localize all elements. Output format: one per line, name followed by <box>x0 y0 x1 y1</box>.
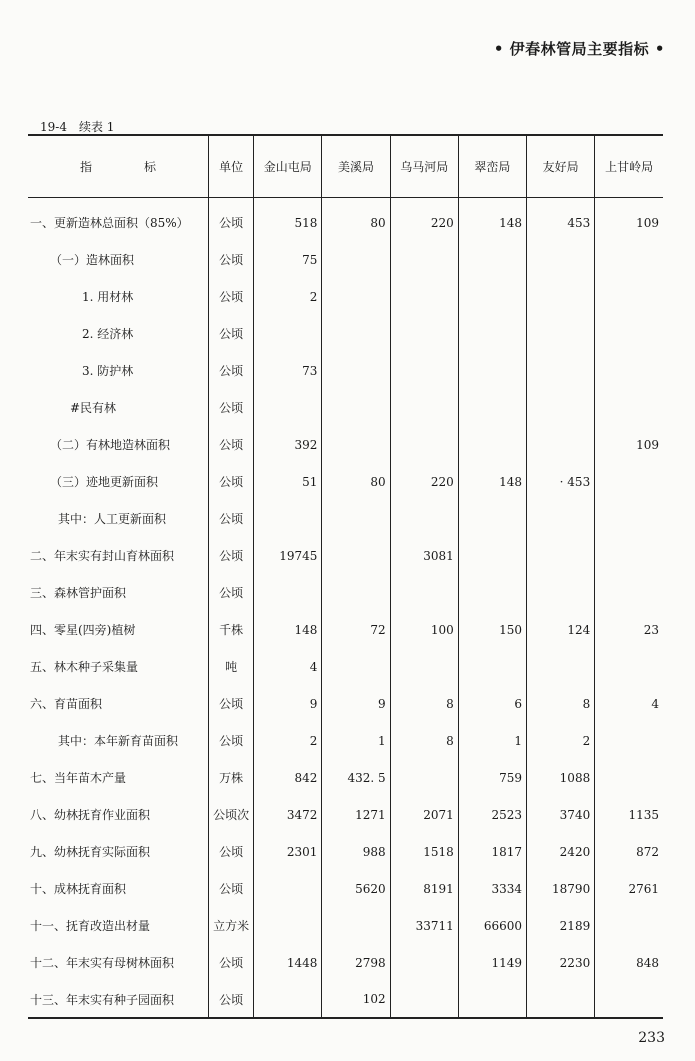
table-row <box>28 352 663 389</box>
table-label: 19-4 续表 1 <box>40 120 115 134</box>
value-cell: 75 <box>254 241 322 278</box>
value-cell <box>390 352 458 389</box>
row-unit: 公顷 <box>209 870 254 907</box>
value-cell <box>595 759 663 796</box>
value-cell <box>322 352 390 389</box>
row-indicator: 九、幼林抚育实际面积 <box>30 845 151 859</box>
value-cell: 3472 <box>254 796 322 833</box>
row-unit: 公顷 <box>209 537 254 574</box>
row-indicator: #民有林 <box>70 401 117 415</box>
value-cell: 1448 <box>254 944 322 981</box>
value-cell <box>390 278 458 315</box>
value-cell: 2761 <box>595 870 663 907</box>
row-indicator: 其中：人工更新面积 <box>58 512 167 526</box>
value-cell <box>595 574 663 611</box>
value-cell: 848 <box>595 944 663 981</box>
value-cell: 220 <box>390 463 458 500</box>
value-cell <box>527 315 595 352</box>
row-indicator: 一、更新造林总面积（85%） <box>30 216 189 231</box>
row-unit: 公顷 <box>209 426 254 463</box>
value-cell: 4 <box>254 648 322 685</box>
row-unit: 公顷 <box>209 278 254 315</box>
value-cell <box>390 426 458 463</box>
row-unit: 公顷 <box>209 500 254 537</box>
row-unit: 公顷 <box>209 197 254 241</box>
table-row <box>28 833 663 870</box>
table-row <box>28 241 663 278</box>
value-cell <box>595 352 663 389</box>
value-cell: 2798 <box>322 944 390 981</box>
table-row <box>28 611 663 648</box>
value-cell <box>458 537 526 574</box>
value-cell: 842 <box>254 759 322 796</box>
value-cell: 1149 <box>458 944 526 981</box>
value-cell <box>458 389 526 426</box>
table-row <box>28 759 663 796</box>
value-cell: 23 <box>595 611 663 648</box>
column-header-bureau: 友好局 <box>527 135 595 197</box>
value-cell <box>527 981 595 1018</box>
value-cell: 33711 <box>390 907 458 944</box>
value-cell <box>595 722 663 759</box>
row-unit: 公顷 <box>209 944 254 981</box>
value-cell <box>527 648 595 685</box>
value-cell: 100 <box>390 611 458 648</box>
row-indicator: （一）造林面积 <box>50 253 135 267</box>
row-indicator: 1. 用材林 <box>82 290 134 304</box>
value-cell <box>527 426 595 463</box>
table-row <box>28 685 663 722</box>
indicators-table <box>28 134 663 1019</box>
value-cell: 872 <box>595 833 663 870</box>
value-cell: 2420 <box>527 833 595 870</box>
value-cell: 80 <box>322 463 390 500</box>
value-cell: 109 <box>595 197 663 241</box>
column-header-unit: 单位 <box>209 135 254 197</box>
value-cell: 1 <box>458 722 526 759</box>
row-unit: 千株 <box>209 611 254 648</box>
value-cell: 392 <box>254 426 322 463</box>
value-cell <box>458 500 526 537</box>
value-cell <box>390 981 458 1018</box>
value-cell <box>254 574 322 611</box>
value-cell <box>322 500 390 537</box>
row-indicator: 十二、年末实有母树林面积 <box>30 956 175 970</box>
row-unit: 公顷 <box>209 981 254 1018</box>
value-cell: 150 <box>458 611 526 648</box>
value-cell <box>595 981 663 1018</box>
table-row <box>28 722 663 759</box>
column-header-bureau: 金山屯局 <box>254 135 322 197</box>
row-unit: 公顷 <box>209 463 254 500</box>
row-indicator: 2. 经济林 <box>82 327 134 341</box>
value-cell: 8 <box>527 685 595 722</box>
row-indicator: 十一、抚育改造出材量 <box>30 919 151 933</box>
table-row <box>28 574 663 611</box>
value-cell: 66600 <box>458 907 526 944</box>
row-indicator: （三）迹地更新面积 <box>50 475 159 489</box>
value-cell <box>458 574 526 611</box>
value-cell: 432. 5 <box>322 759 390 796</box>
table-row <box>28 197 663 241</box>
row-unit: 公顷 <box>209 722 254 759</box>
row-indicator: 五、林木种子采集量 <box>30 660 139 674</box>
value-cell: 1518 <box>390 833 458 870</box>
page-number: 233 <box>638 1030 665 1046</box>
value-cell <box>595 278 663 315</box>
value-cell: 19745 <box>254 537 322 574</box>
value-cell: 2 <box>254 722 322 759</box>
table-row <box>28 907 663 944</box>
value-cell <box>527 352 595 389</box>
value-cell: 5620 <box>322 870 390 907</box>
row-indicator: 二、年末实有封山育林面积 <box>30 549 175 563</box>
column-header-bureau: 乌马河局 <box>390 135 458 197</box>
row-unit: 公顷次 <box>209 796 254 833</box>
value-cell: 9 <box>254 685 322 722</box>
table-row <box>28 426 663 463</box>
value-cell <box>458 426 526 463</box>
table-row <box>28 648 663 685</box>
table-row <box>28 500 663 537</box>
value-cell <box>254 981 322 1018</box>
value-cell: 148 <box>458 463 526 500</box>
value-cell <box>458 648 526 685</box>
row-unit: 吨 <box>209 648 254 685</box>
value-cell: · 453 <box>527 463 595 500</box>
value-cell: 73 <box>254 352 322 389</box>
value-cell: 6 <box>458 685 526 722</box>
value-cell <box>322 648 390 685</box>
page-header: • 伊春林管局主要指标 • <box>493 40 665 58</box>
value-cell: 3740 <box>527 796 595 833</box>
table-header-row <box>28 135 663 197</box>
value-cell <box>458 352 526 389</box>
value-cell: 1 <box>322 722 390 759</box>
row-unit: 公顷 <box>209 352 254 389</box>
value-cell <box>390 648 458 685</box>
value-cell <box>254 907 322 944</box>
row-unit: 公顷 <box>209 315 254 352</box>
value-cell: 2301 <box>254 833 322 870</box>
row-indicator: 十三、年末实有种子园面积 <box>28 981 209 1018</box>
value-cell <box>527 574 595 611</box>
value-cell <box>322 389 390 426</box>
value-cell: 1135 <box>595 796 663 833</box>
row-indicator: 六、育苗面积 <box>30 697 103 711</box>
value-cell: 2523 <box>458 796 526 833</box>
value-cell: 2071 <box>390 796 458 833</box>
value-cell: 220 <box>390 197 458 241</box>
value-cell: 1817 <box>458 833 526 870</box>
row-unit: 公顷 <box>209 833 254 870</box>
value-cell: 51 <box>254 463 322 500</box>
table-row <box>28 537 663 574</box>
value-cell <box>254 389 322 426</box>
value-cell: 148 <box>458 197 526 241</box>
value-cell <box>595 907 663 944</box>
column-header-bureau: 上甘岭局 <box>595 135 663 197</box>
value-cell: 453 <box>527 197 595 241</box>
value-cell: 109 <box>595 426 663 463</box>
row-indicator: 三、森林管护面积 <box>30 586 127 600</box>
value-cell: 80 <box>322 197 390 241</box>
value-cell <box>254 500 322 537</box>
value-cell <box>527 389 595 426</box>
value-cell <box>390 500 458 537</box>
value-cell <box>390 241 458 278</box>
value-cell <box>322 278 390 315</box>
row-unit: 立方米 <box>209 907 254 944</box>
value-cell: 759 <box>458 759 526 796</box>
value-cell <box>595 648 663 685</box>
row-unit: 公顷 <box>209 685 254 722</box>
table-row <box>28 981 663 1018</box>
value-cell: 4 <box>595 685 663 722</box>
row-unit: 公顷 <box>209 241 254 278</box>
row-indicator: 3. 防护林 <box>82 364 134 378</box>
value-cell <box>458 241 526 278</box>
row-indicator: 八、幼林抚育作业面积 <box>30 808 151 822</box>
value-cell <box>390 315 458 352</box>
row-indicator: 七、当年苗木产量 <box>30 771 127 785</box>
value-cell: 2230 <box>527 944 595 981</box>
value-cell <box>322 537 390 574</box>
row-unit: 公顷 <box>209 574 254 611</box>
value-cell <box>595 500 663 537</box>
value-cell <box>527 278 595 315</box>
table-row <box>28 463 663 500</box>
value-cell: 3081 <box>390 537 458 574</box>
value-cell: 72 <box>322 611 390 648</box>
value-cell: 8191 <box>390 870 458 907</box>
value-cell: 988 <box>322 833 390 870</box>
value-cell: 1088 <box>527 759 595 796</box>
column-header-indicator: 指 标 <box>28 135 209 197</box>
value-cell <box>254 315 322 352</box>
value-cell <box>322 241 390 278</box>
value-cell <box>595 389 663 426</box>
value-cell <box>595 315 663 352</box>
value-cell <box>322 574 390 611</box>
row-indicator: 四、零星(四旁)植树 <box>30 623 136 637</box>
table-row <box>28 315 663 352</box>
value-cell <box>322 907 390 944</box>
value-cell <box>458 315 526 352</box>
value-cell: 18790 <box>527 870 595 907</box>
value-cell <box>527 537 595 574</box>
value-cell <box>595 537 663 574</box>
value-cell: 8 <box>390 685 458 722</box>
value-cell <box>458 278 526 315</box>
value-cell <box>527 500 595 537</box>
table-row <box>28 278 663 315</box>
value-cell: 2189 <box>527 907 595 944</box>
value-cell <box>322 426 390 463</box>
value-cell: 9 <box>322 685 390 722</box>
value-cell: 8 <box>390 722 458 759</box>
value-cell: 124 <box>527 611 595 648</box>
table-row <box>28 944 663 981</box>
value-cell <box>527 241 595 278</box>
value-cell: 2 <box>527 722 595 759</box>
row-indicator: 十、成林抚育面积 <box>30 882 127 896</box>
value-cell <box>595 463 663 500</box>
value-cell: 1271 <box>322 796 390 833</box>
row-indicator: 其中：本年新育苗面积 <box>58 734 179 748</box>
value-cell <box>390 389 458 426</box>
row-unit: 公顷 <box>209 389 254 426</box>
value-cell: 102 <box>322 981 390 1018</box>
value-cell: 3334 <box>458 870 526 907</box>
row-indicator: （二）有林地造林面积 <box>50 438 171 452</box>
value-cell: 148 <box>254 611 322 648</box>
value-cell: 518 <box>254 197 322 241</box>
table-row <box>28 796 663 833</box>
column-header-bureau: 美溪局 <box>322 135 390 197</box>
table-row <box>28 870 663 907</box>
value-cell <box>254 870 322 907</box>
value-cell <box>390 759 458 796</box>
value-cell <box>458 981 526 1018</box>
table-row <box>28 389 663 426</box>
value-cell <box>390 944 458 981</box>
value-cell <box>322 315 390 352</box>
value-cell <box>390 574 458 611</box>
value-cell: 2 <box>254 278 322 315</box>
column-header-bureau: 翠峦局 <box>458 135 526 197</box>
row-unit: 万株 <box>209 759 254 796</box>
value-cell <box>595 241 663 278</box>
